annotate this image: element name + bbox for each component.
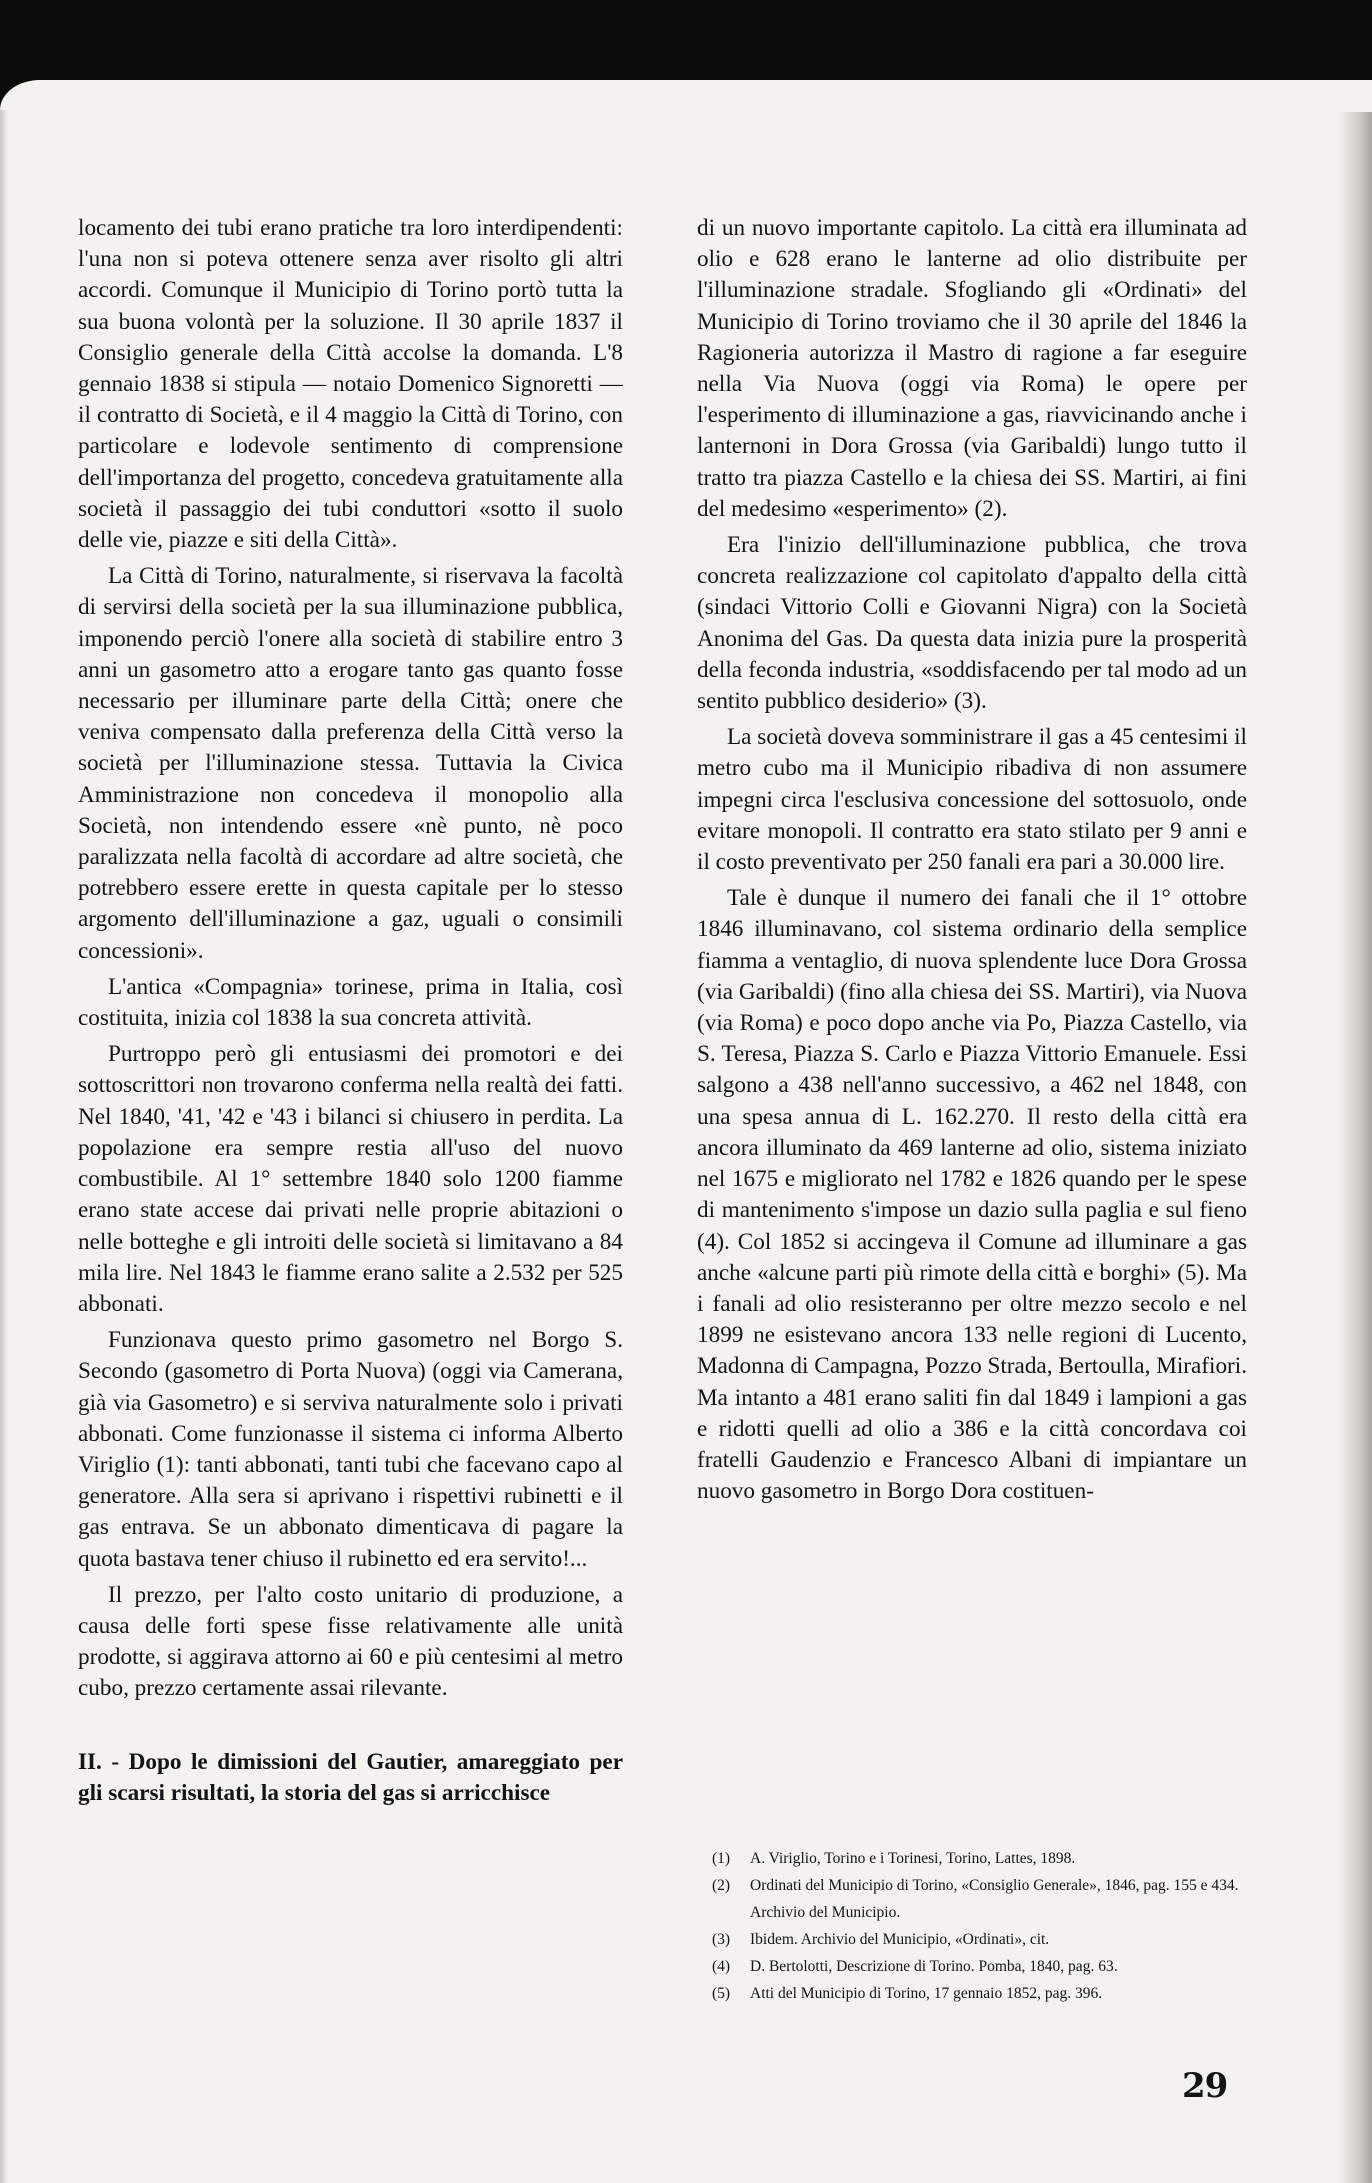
- right-text-column: [697, 213, 1247, 1507]
- paragraph: Il prezzo, per l'alto costo unitario di produzione, a causa delle forti spese fisse relativamente alle unità prodotte, si aggirava attorno ai 60 e più centesimi al metro cubo, prezzo certamente assai rilevante.: [78, 1581, 623, 1702]
- paragraph: La società doveva somministrare il gas a 45 centesimi il metro cubo ma il Municipio ribadiva di non assumere impegni circa l'esclusiva concessione del sottosuolo, onde evitare monopoli. Il contratto era stato stilato per 9 anni e il costo preventivato per 250 fanali era pari a 30.000 lire.: [697, 724, 1247, 876]
- footnote-mark: (2): [712, 1877, 731, 1894]
- paragraph: La Città di Torino, naturalmente, si riservava la facoltà di servirsi della società per la sua illuminazione pubblica, imponendo perciò l'onere alla società di stabilire entro 3 anni un gasometro atto a erogare tanto gas quanto fosse necessario per illuminare parte della Città; onere che veniva compensato dalla preferenza della Città verso la società per l'illuminazione stessa. Tuttavia la Civica Amministrazione non concedeva il monopolio alla Società, non intendendo essere «nè punto, nè poco paralizzata nella facoltà di accordare ad altre società, che potrebbero essere erette in questa capitale per lo stesso argomento dell'illuminazione a gaz, uguali o consimili concessioni».: [78, 563, 623, 964]
- page-number: 29: [1182, 2066, 1228, 2106]
- footnote: [712, 1845, 1252, 1872]
- paragraph: Purtroppo però gli entusiasmi dei promotori e dei sottoscrittori non trovarono conferma nella realtà dei fatti. Nel 1840, '41, '42 e '43 i bilanci si chiusero in perdita. La popolazione era sempre restia all'uso del nuovo combustibile. Al 1° settembre 1840 solo 1200 fiamme erano state accese dai privati nelle proprie abitazioni o nelle botteghe e gli introiti delle società si limitavano a 84 mila lire. Nel 1843 le fiamme erano salite a 2.532 per 525 abbonati.: [78, 1041, 623, 1317]
- section-text: - Dopo le dimissioni del Gautier, amareggiato per gli scarsi risultati, la storia del gas si arricchisce: [78, 1748, 623, 1806]
- section-number: II.: [78, 1748, 102, 1775]
- footnote-text: Ibidem. Archivio del Municipio, «Ordinati», cit.: [750, 1931, 1050, 1948]
- footnote-mark: (4): [712, 1958, 731, 1975]
- section-heading: [78, 1747, 623, 1809]
- footnote-text: D. Bertolotti, Descrizione di Torino. Pomba, 1840, pag. 63.: [750, 1958, 1118, 1975]
- footnote: [712, 1980, 1252, 2007]
- footnote-mark: (5): [712, 1985, 731, 2002]
- footnote: [712, 1926, 1252, 1953]
- paragraph: di un nuovo importante capitolo. La città era illuminata ad olio e 628 erano le lanterne ad olio distribuite per l'illuminazione stradale. Sfogliando gli «Ordinati» del Municipio di Torino troviamo che il 30 aprile del 1846 la Ragioneria autorizza il Mastro di ragione a far eseguire nella Via Nuova (oggi via Roma) le opere per l'esperimento di illuminazione a gas, riavvicinando anche i lanternoni in Dora Grossa (via Garibaldi) lungo tutto il tratto tra piazza Castello e la chiesa dei SS. Martiri, ai fini del medesimo «esperimento» (2).: [697, 215, 1247, 522]
- paragraph: Funzionava questo primo gasometro nel Borgo S. Secondo (gasometro di Porta Nuova) (oggi via Camerana, già via Gasometro) e si serviva naturalmente solo i privati abbonati. Come funzionasse il sistema ci informa Alberto Viriglio (1): tanti abbonati, tanti tubi che facevano capo al generatore. Alla sera si aprivano i rispettivi rubinetti e il gas entrava. Se un abbonato dimenticava di pagare la quota bastava tener chiuso il rubinetto ed era servito!...: [78, 1327, 623, 1572]
- footnote-mark: (3): [712, 1931, 731, 1948]
- footnote: [712, 1872, 1252, 1926]
- footnote-text: Atti del Municipio di Torino, 17 gennaio 1852, pag. 396.: [750, 1985, 1103, 2002]
- footnotes: [712, 1845, 1252, 2007]
- paragraph: Tale è dunque il numero dei fanali che il 1° ottobre 1846 illuminavano, col sistema ordinario della semplice fiamma a ventaglio, di nuova splendente luce Dora Grossa (via Garibaldi) (fino alla chiesa dei SS. Martiri), via Nuova (via Roma) e poco dopo anche via Po, Piazza Castello, via S. Teresa, Piazza S. Carlo e Piazza Vittorio Emanuele. Essi salgono a 438 nell'anno successivo, a 462 nel 1848, con una spesa annua di L. 162.270. Il resto della città era ancora illuminato da 469 lanterne ad olio, sistema iniziato nel 1675 e migliorato nel 1782 e 1826 quando per le spese di mantenimento s'impose un dazio sulla paglia e sul fieno (4). Col 1852 si accingeva il Comune ad illuminare a gas anche «alcune parti più rimote della città e borghi» (5). Ma i fanali ad olio resisteranno per oltre mezzo secolo e nel 1899 ne esistevano ancora 133 nelle regioni di Lucento, Madonna di Campagna, Pozzo Strada, Bertoulla, Mirafiori. Ma intanto a 481 erano saliti fin dal 1849 i lampioni a gas e ridotti quelli ad olio a 386 e la città concordava coi fratelli Gaudenzio e Francesco Albani di impiantare un nuovo gasometro in Borgo Dora costituen-: [697, 885, 1247, 1505]
- scan-left-edge: [0, 110, 8, 2183]
- paragraph: locamento dei tubi erano pratiche tra loro interdipendenti: l'una non si poteva ottenere senza aver risolto gli altri accordi. Comunque il Municipio di Torino portò tutta la sua buona volontà per la soluzione. Il 30 aprile 1837 il Consiglio generale della Città accolse la domanda. L'8 gennaio 1838 si stipula — notaio Domenico Signoretti — il contratto di Società, e il 4 maggio la Città di Torino, con particolare e lodevole sentimento di comprensione dell'importanza del progetto, concedeva gratuitamente alla società il passaggio dei tubi conduttori «sotto il suolo delle vie, piazze e siti della Città».: [78, 215, 623, 554]
- paragraph: L'antica «Compagnia» torinese, prima in Italia, così costituita, inizia col 1838 la sua concreta attività.: [78, 973, 623, 1032]
- footnote-text: A. Viriglio, Torino e i Torinesi, Torino, Lattes, 1898.: [750, 1850, 1076, 1867]
- footnote-text: Ordinati del Municipio di Torino, «Consiglio Generale», 1846, pag. 155 e 434. Archivio del Municipio.: [750, 1877, 1239, 1921]
- left-text-column: [78, 213, 623, 1809]
- footnote-mark: (1): [712, 1850, 731, 1867]
- footnote: [712, 1953, 1252, 1980]
- scan-right-edge: [1338, 112, 1372, 2183]
- scan-top-border: [0, 0, 1372, 112]
- paragraph: Era l'inizio dell'illuminazione pubblica, che trova concreta realizzazione col capitolato d'appalto della città (sindaci Vittorio Colli e Giovanni Nigra) con la Società Anonima del Gas. Da questa data inizia pure la prosperità della feconda industria, «soddisfacendo per tal modo ad un sentito pubblico desiderio» (3).: [697, 532, 1247, 715]
